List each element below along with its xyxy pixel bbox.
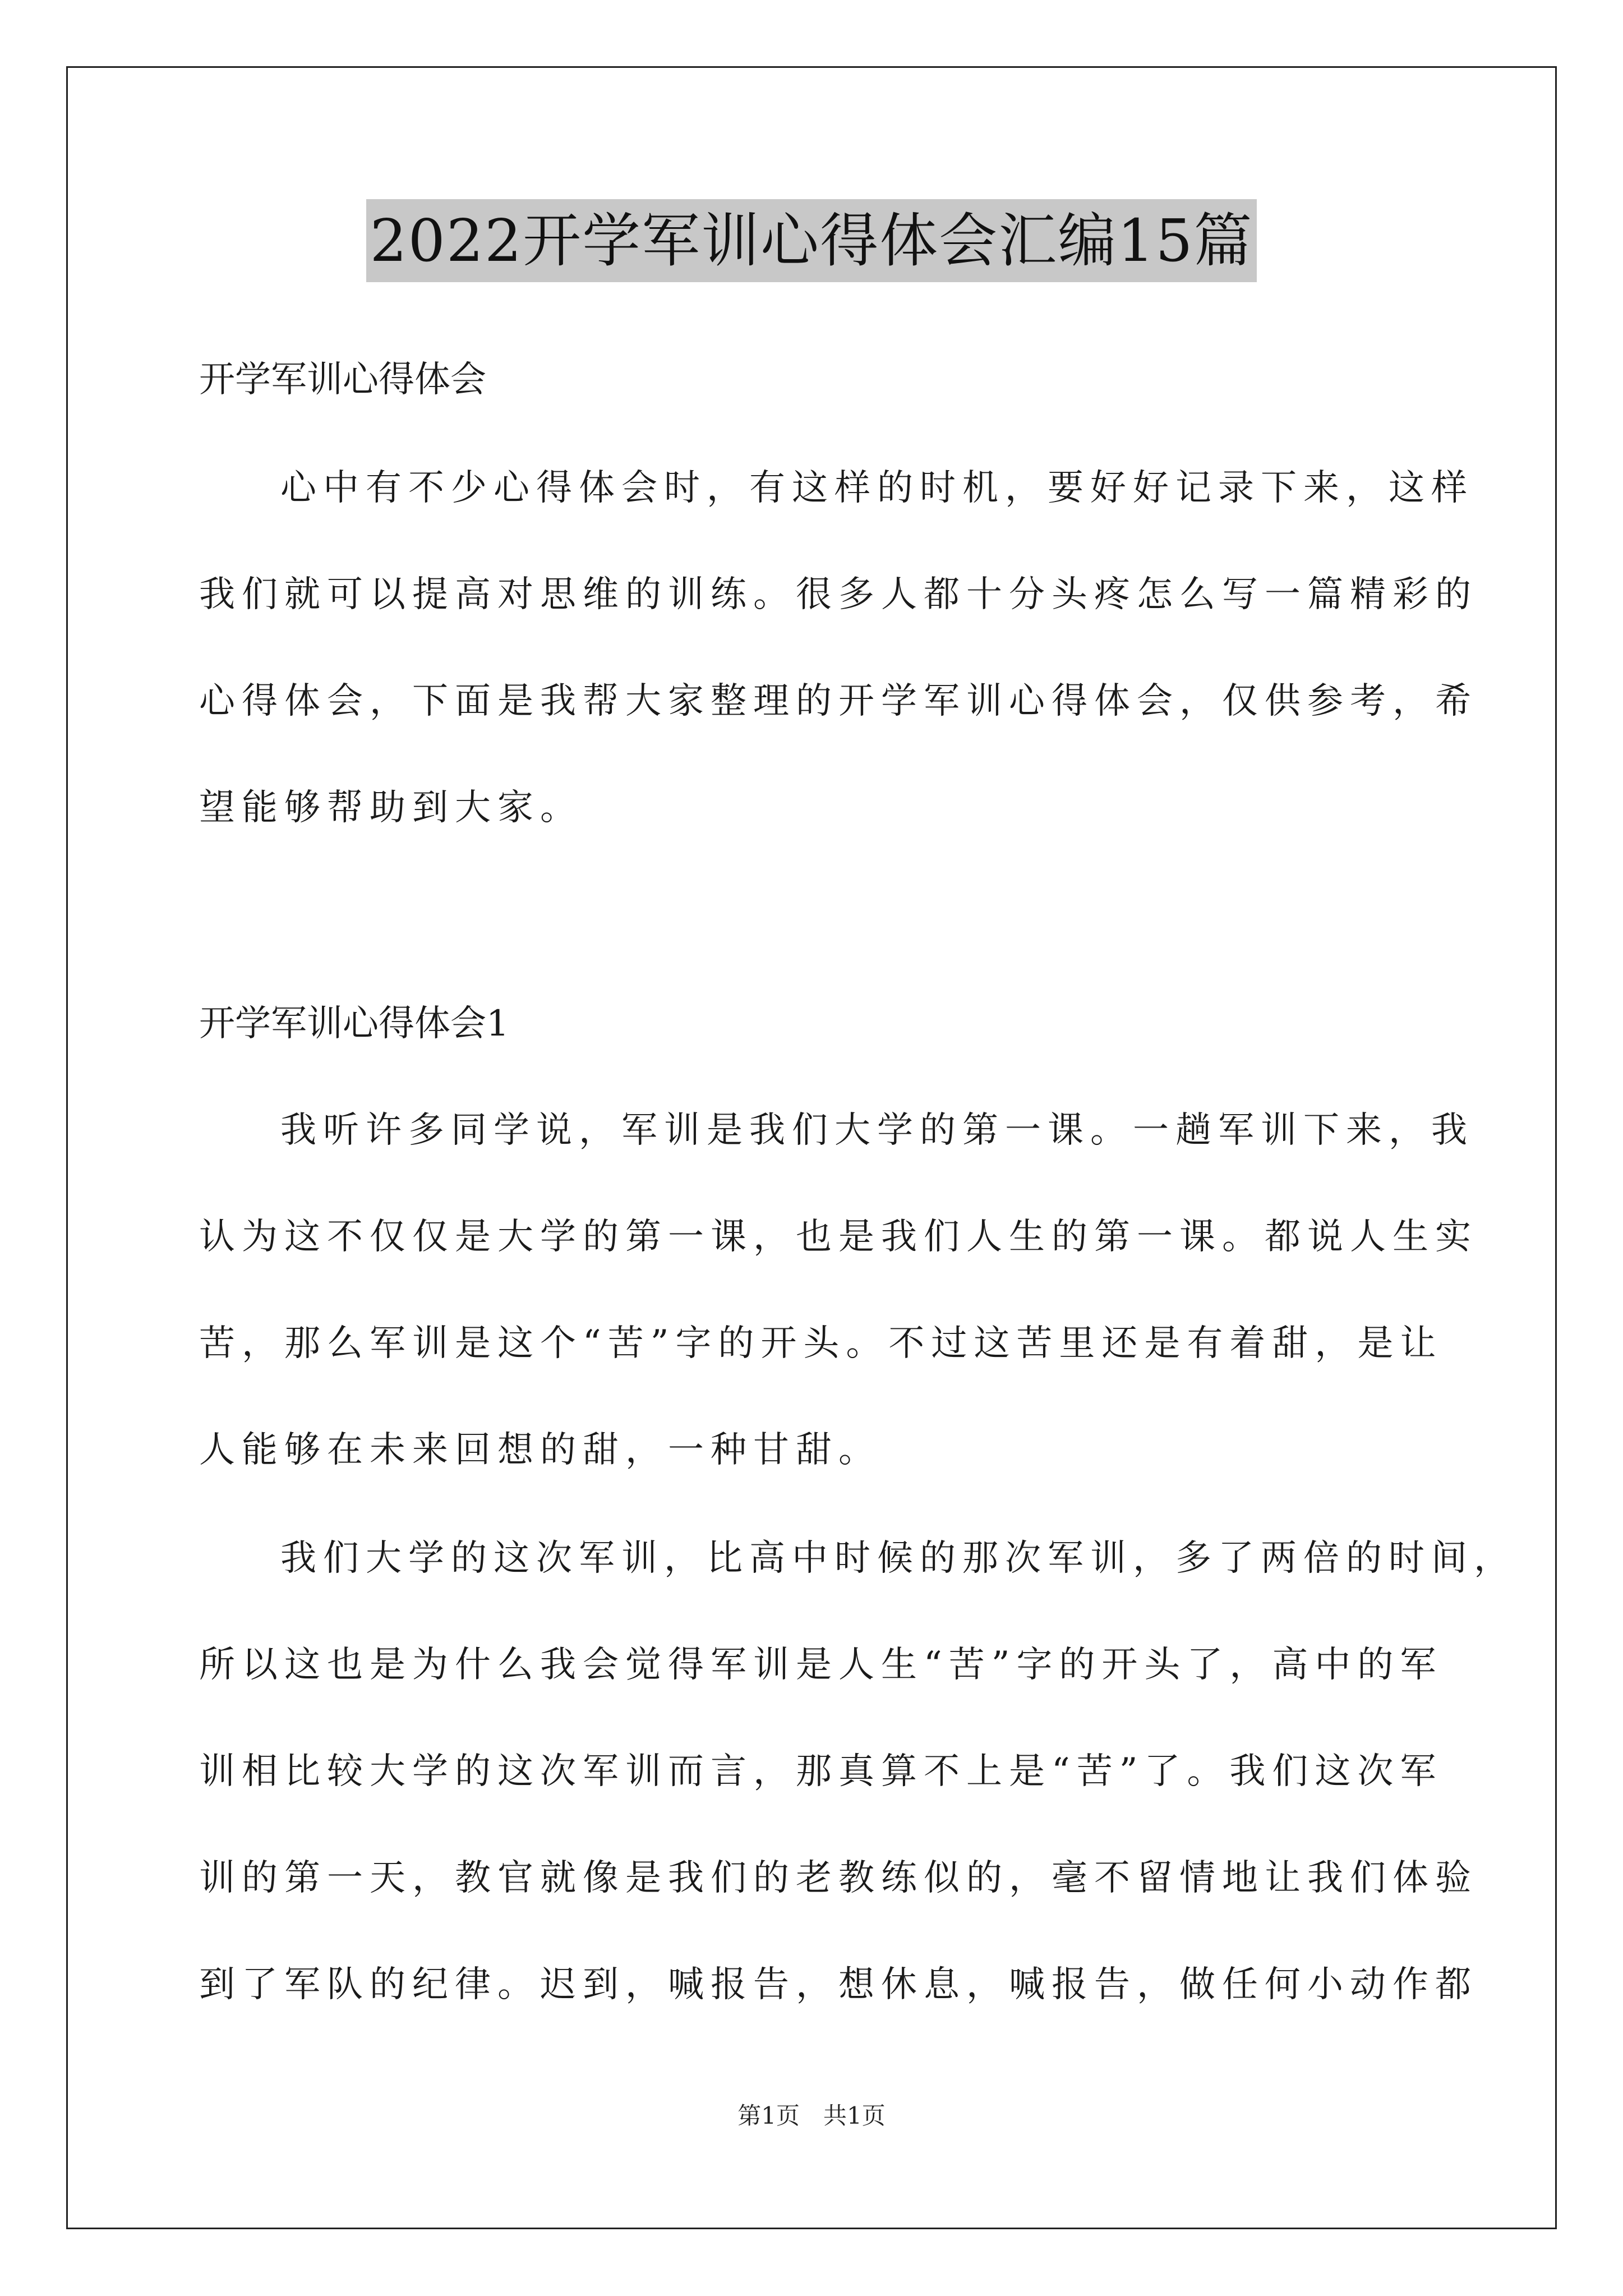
paragraph-line: 到了军队的纪律。迟到，喊报告，想休息，喊报告，做任何小动作都 (199, 1964, 1478, 2005)
paragraph-line: 认为这不仅仅是大学的第一课，也是我们人生的第一课。都说人生实 (199, 1216, 1478, 1258)
section-heading: 开学军训心得体会1 (199, 1003, 509, 1045)
section-heading: 开学军训心得体会 (199, 359, 486, 401)
document-title: 2022开学军训心得体会汇编15篇 (366, 199, 1256, 282)
paragraph-line: 我们大学的这次军训，比高中时候的那次军训，多了两倍的时间， (280, 1538, 1516, 1579)
paragraph-line: 我听许多同学说，军训是我们大学的第一课。一趟军训下来，我 (280, 1110, 1474, 1151)
paragraph-line: 训相比较大学的这次军训而言，那真算不上是“苦”了。我们这次军 (199, 1751, 1443, 1792)
title-block (0, 199, 1623, 282)
paragraph-line: 所以这也是为什么我会觉得军训是人生“苦”字的开头了，高中的军 (199, 1644, 1443, 1686)
paragraph-line: 苦，那么军训是这个“苦”字的开头。不过这苦里还是有着甜，是让 (199, 1323, 1443, 1364)
paragraph-line: 训的第一天，教官就像是我们的老教练似的，毫不留情地让我们体验 (199, 1857, 1478, 1899)
paragraph-line: 心中有不少心得体会时，有这样的时机，要好好记录下来，这样 (280, 467, 1474, 509)
page-footer: 第1页 共1页 (737, 2102, 886, 2129)
paragraph-line: 心得体会，下面是我帮大家整理的开学军训心得体会，仅供参考，希 (199, 680, 1478, 722)
paragraph-line: 望能够帮助到大家。 (199, 787, 583, 829)
paragraph-line: 我们就可以提高对思维的训练。很多人都十分头疼怎么写一篇精彩的 (199, 574, 1478, 615)
paragraph-line: 人能够在未来回想的甜，一种甘甜。 (199, 1429, 881, 1471)
